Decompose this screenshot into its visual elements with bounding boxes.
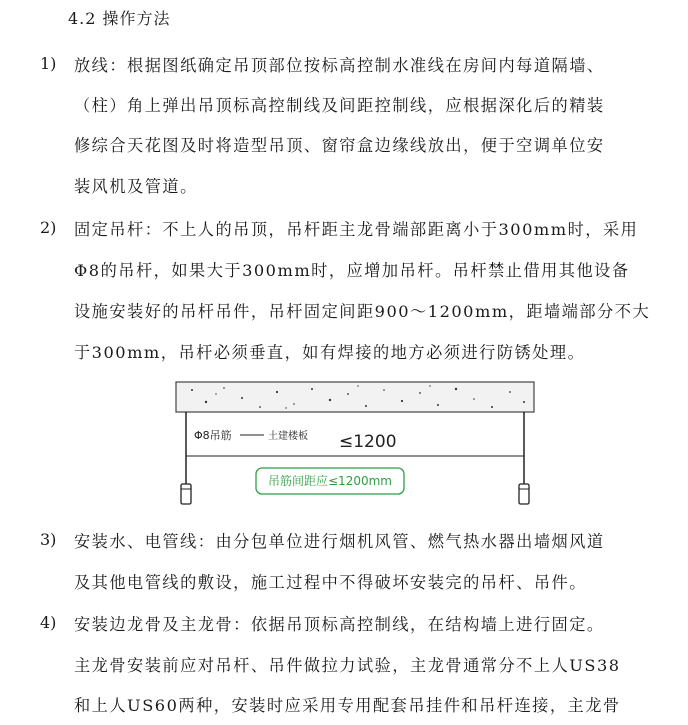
item-number: 1)	[40, 54, 57, 73]
item-number: 4)	[40, 613, 57, 632]
item-text-line: （柱）角上弹出吊顶标高控制线及间距控制线，应根据深化后的精装	[74, 96, 605, 115]
item-number: 3)	[40, 530, 57, 549]
item-text-line: 及其他电管线的敷设，施工过程中不得破坏安装完的吊杆、吊件。	[74, 573, 587, 592]
span-label: ≤1200	[339, 432, 397, 452]
item-text-line: 于300mm，吊杆必须垂直，如有焊接的地方必须进行防锈处理。	[74, 343, 586, 362]
item-text-line: 修综合天花图及时将造型吊顶、窗帘盒边缘线放出，便于空调单位安	[74, 136, 605, 155]
item-text-line: 装风机及管道。	[74, 177, 198, 196]
item-text-line: 和上人US60两种，安装时应采用专用配套吊挂件和吊杆连接，主龙骨	[74, 696, 621, 715]
caption-text: 吊筋间距应≤1200mm	[268, 474, 392, 488]
item-text-line: 放线：根据图纸确定吊顶部位按标高控制水准线在房间内每道隔墙、	[74, 56, 605, 75]
right-rod-anchor	[519, 484, 529, 504]
concrete-slab	[176, 382, 534, 412]
section-heading: 4.2 操作方法	[68, 9, 171, 28]
hanger-rod-diagram	[172, 380, 538, 508]
rod-label: Φ8吊筋	[194, 429, 232, 442]
left-rod-anchor	[181, 484, 191, 504]
item-text-line: Φ8的吊杆，如果大于300mm时，应增加吊杆。吊杆禁止借用其他设备	[74, 261, 630, 280]
item-text-line: 安装水、电管线：由分包单位进行烟机风管、燃气热水器出墙烟风道	[74, 532, 605, 551]
item-text-line: 安装边龙骨及主龙骨：依据吊顶标高控制线，在结构墙上进行固定。	[74, 615, 605, 634]
slab-label: 土建楼板	[268, 431, 308, 442]
item-number: 2)	[40, 218, 57, 237]
item-text-line: 主龙骨安装前应对吊杆、吊件做拉力试验，主龙骨通常分不上人US38	[74, 656, 621, 675]
item-text-line: 设施安装好的吊杆吊件，吊杆固定间距900～1200mm，距墙端部分不大	[74, 302, 651, 321]
item-text-line: 固定吊杆：不上人的吊顶，吊杆距主龙骨端部距离小于300mm时，采用	[74, 220, 639, 239]
